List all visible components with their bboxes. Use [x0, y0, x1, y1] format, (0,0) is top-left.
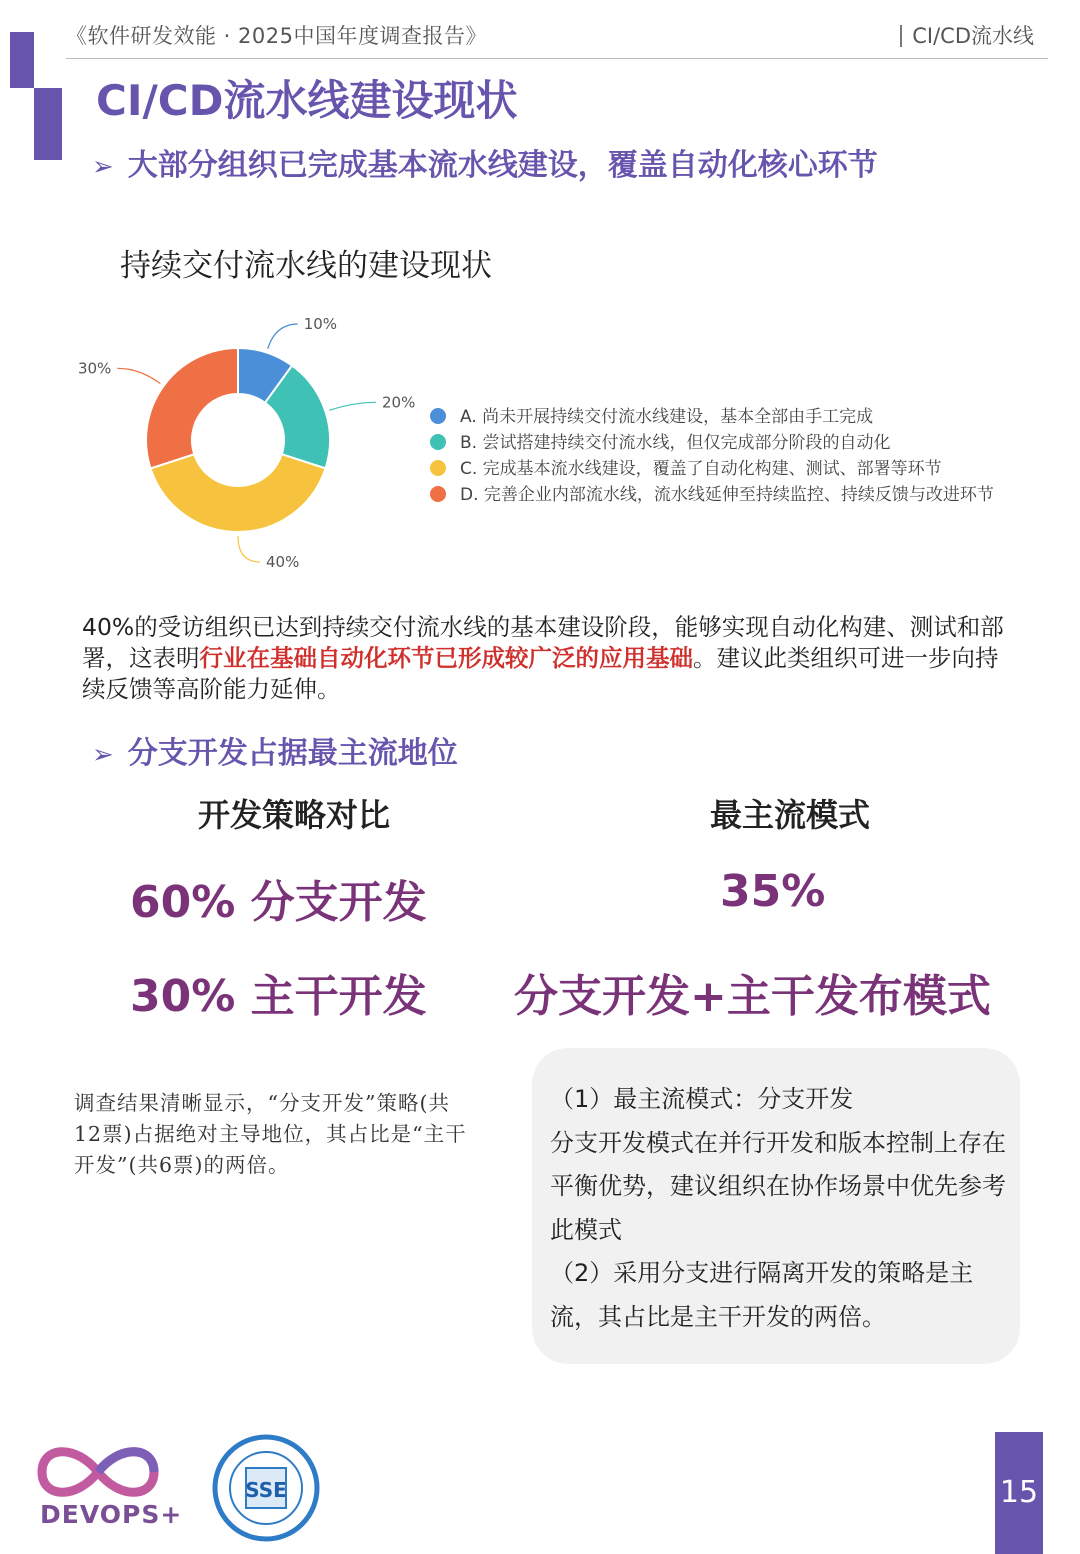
- strategy-heading: 开发策略对比: [198, 796, 391, 834]
- report-title: 《软件研发效能 · 2025中国年度调查报告》: [66, 24, 487, 48]
- summary-paragraph: [82, 612, 1012, 705]
- mainstream-mode: 分支开发+主干发布模式: [514, 971, 991, 1022]
- arrow-icon: ➢: [92, 152, 114, 182]
- sse-seal-icon: [212, 1434, 320, 1542]
- legend-item: [430, 454, 942, 479]
- label-leader-line: [117, 368, 160, 383]
- page-number: 15: [995, 1432, 1043, 1554]
- page-title: CI/CD流水线建设现状: [96, 76, 518, 125]
- legend-label: B. 尝试搭建持续交付流水线，但仅完成部分阶段的自动化: [460, 433, 891, 453]
- seal-text: SSE: [245, 1478, 287, 1502]
- conclusion-line-1: （1）最主流模式：分支开发: [550, 1085, 854, 1113]
- chart-title: 持续交付流水线的建设现状: [120, 248, 492, 284]
- trunk-dev-stat: 30% 主干开发: [130, 971, 427, 1022]
- slice-label: 20%: [382, 393, 416, 412]
- legend-item: [430, 480, 994, 505]
- branch-dev-stat: 60% 分支开发: [130, 877, 427, 928]
- label-leader-line: [238, 536, 260, 562]
- header-decoration-bar: [10, 32, 34, 88]
- conclusion-line-3: （2）采用分支进行隔离开发的策略是主流，其占比是主干开发的两倍。: [550, 1259, 974, 1331]
- label-leader-line: [329, 402, 376, 410]
- arrow-icon: ➢: [92, 740, 114, 770]
- conclusion-box: [532, 1048, 1020, 1364]
- paragraph-text-end: 。建议此类组织可进一步向持续反馈等高阶能力延伸。: [82, 644, 999, 703]
- legend-label: D. 完善企业内部流水线，流水线延伸至持续监控、持续反馈与改进环节: [460, 485, 994, 505]
- subheading-2: [92, 728, 458, 772]
- slice-label: 30%: [77, 359, 112, 378]
- conclusion-line-2: 分支开发模式在并行开发和版本控制上存在平衡优势，建议组织在协作场景中优先参考此模式: [550, 1128, 1006, 1244]
- donut-chart: [70, 300, 430, 600]
- legend-dot-icon: [430, 434, 446, 450]
- legend-dot-icon: [430, 408, 446, 424]
- legend-item: [430, 402, 873, 427]
- legend-item: [430, 428, 890, 453]
- mainstream-percent: 35%: [720, 866, 826, 917]
- header-divider: [66, 58, 1048, 59]
- legend-dot-icon: [430, 486, 446, 502]
- slice-label: 40%: [266, 553, 300, 571]
- header-decoration-bar: [34, 88, 62, 160]
- legend-label: C. 完成基本流水线建设，覆盖了自动化构建、测试、部署等环节: [460, 459, 942, 479]
- subheading-2-text: 分支开发占据最主流地位: [127, 736, 458, 771]
- slice-label: 10%: [303, 314, 338, 333]
- legend-label: A. 尚未开展持续交付流水线建设，基本全部由手工完成: [460, 407, 874, 427]
- donut-slice: [151, 454, 326, 532]
- label-leader-line: [268, 324, 298, 349]
- section-name: CI/CD流水线: [900, 20, 1034, 50]
- donut-slice: [146, 348, 238, 468]
- devops-logo-icon: [36, 1440, 160, 1504]
- mainstream-heading: 最主流模式: [710, 796, 871, 834]
- paragraph-highlight: 行业在基础自动化环节已形成较广泛的应用基础: [199, 644, 693, 672]
- devops-logo-text: DEVOPS+: [40, 1500, 183, 1529]
- subheading-1-text: 大部分组织已完成基本流水线建设，覆盖自动化核心环节: [127, 148, 878, 183]
- paragraph-text: 40%的受访组织已达到持续交付流水线的基本建设阶段，能够实现自动化构建、测试和部署，这表明: [82, 613, 1004, 672]
- subheading-1: [92, 140, 878, 184]
- legend-dot-icon: [430, 460, 446, 476]
- survey-note: 调查结果清晰显示，“分支开发”策略(共12票)占据绝对主导地位，其占比是“主干开发”(共6票)的两倍。: [74, 1091, 467, 1177]
